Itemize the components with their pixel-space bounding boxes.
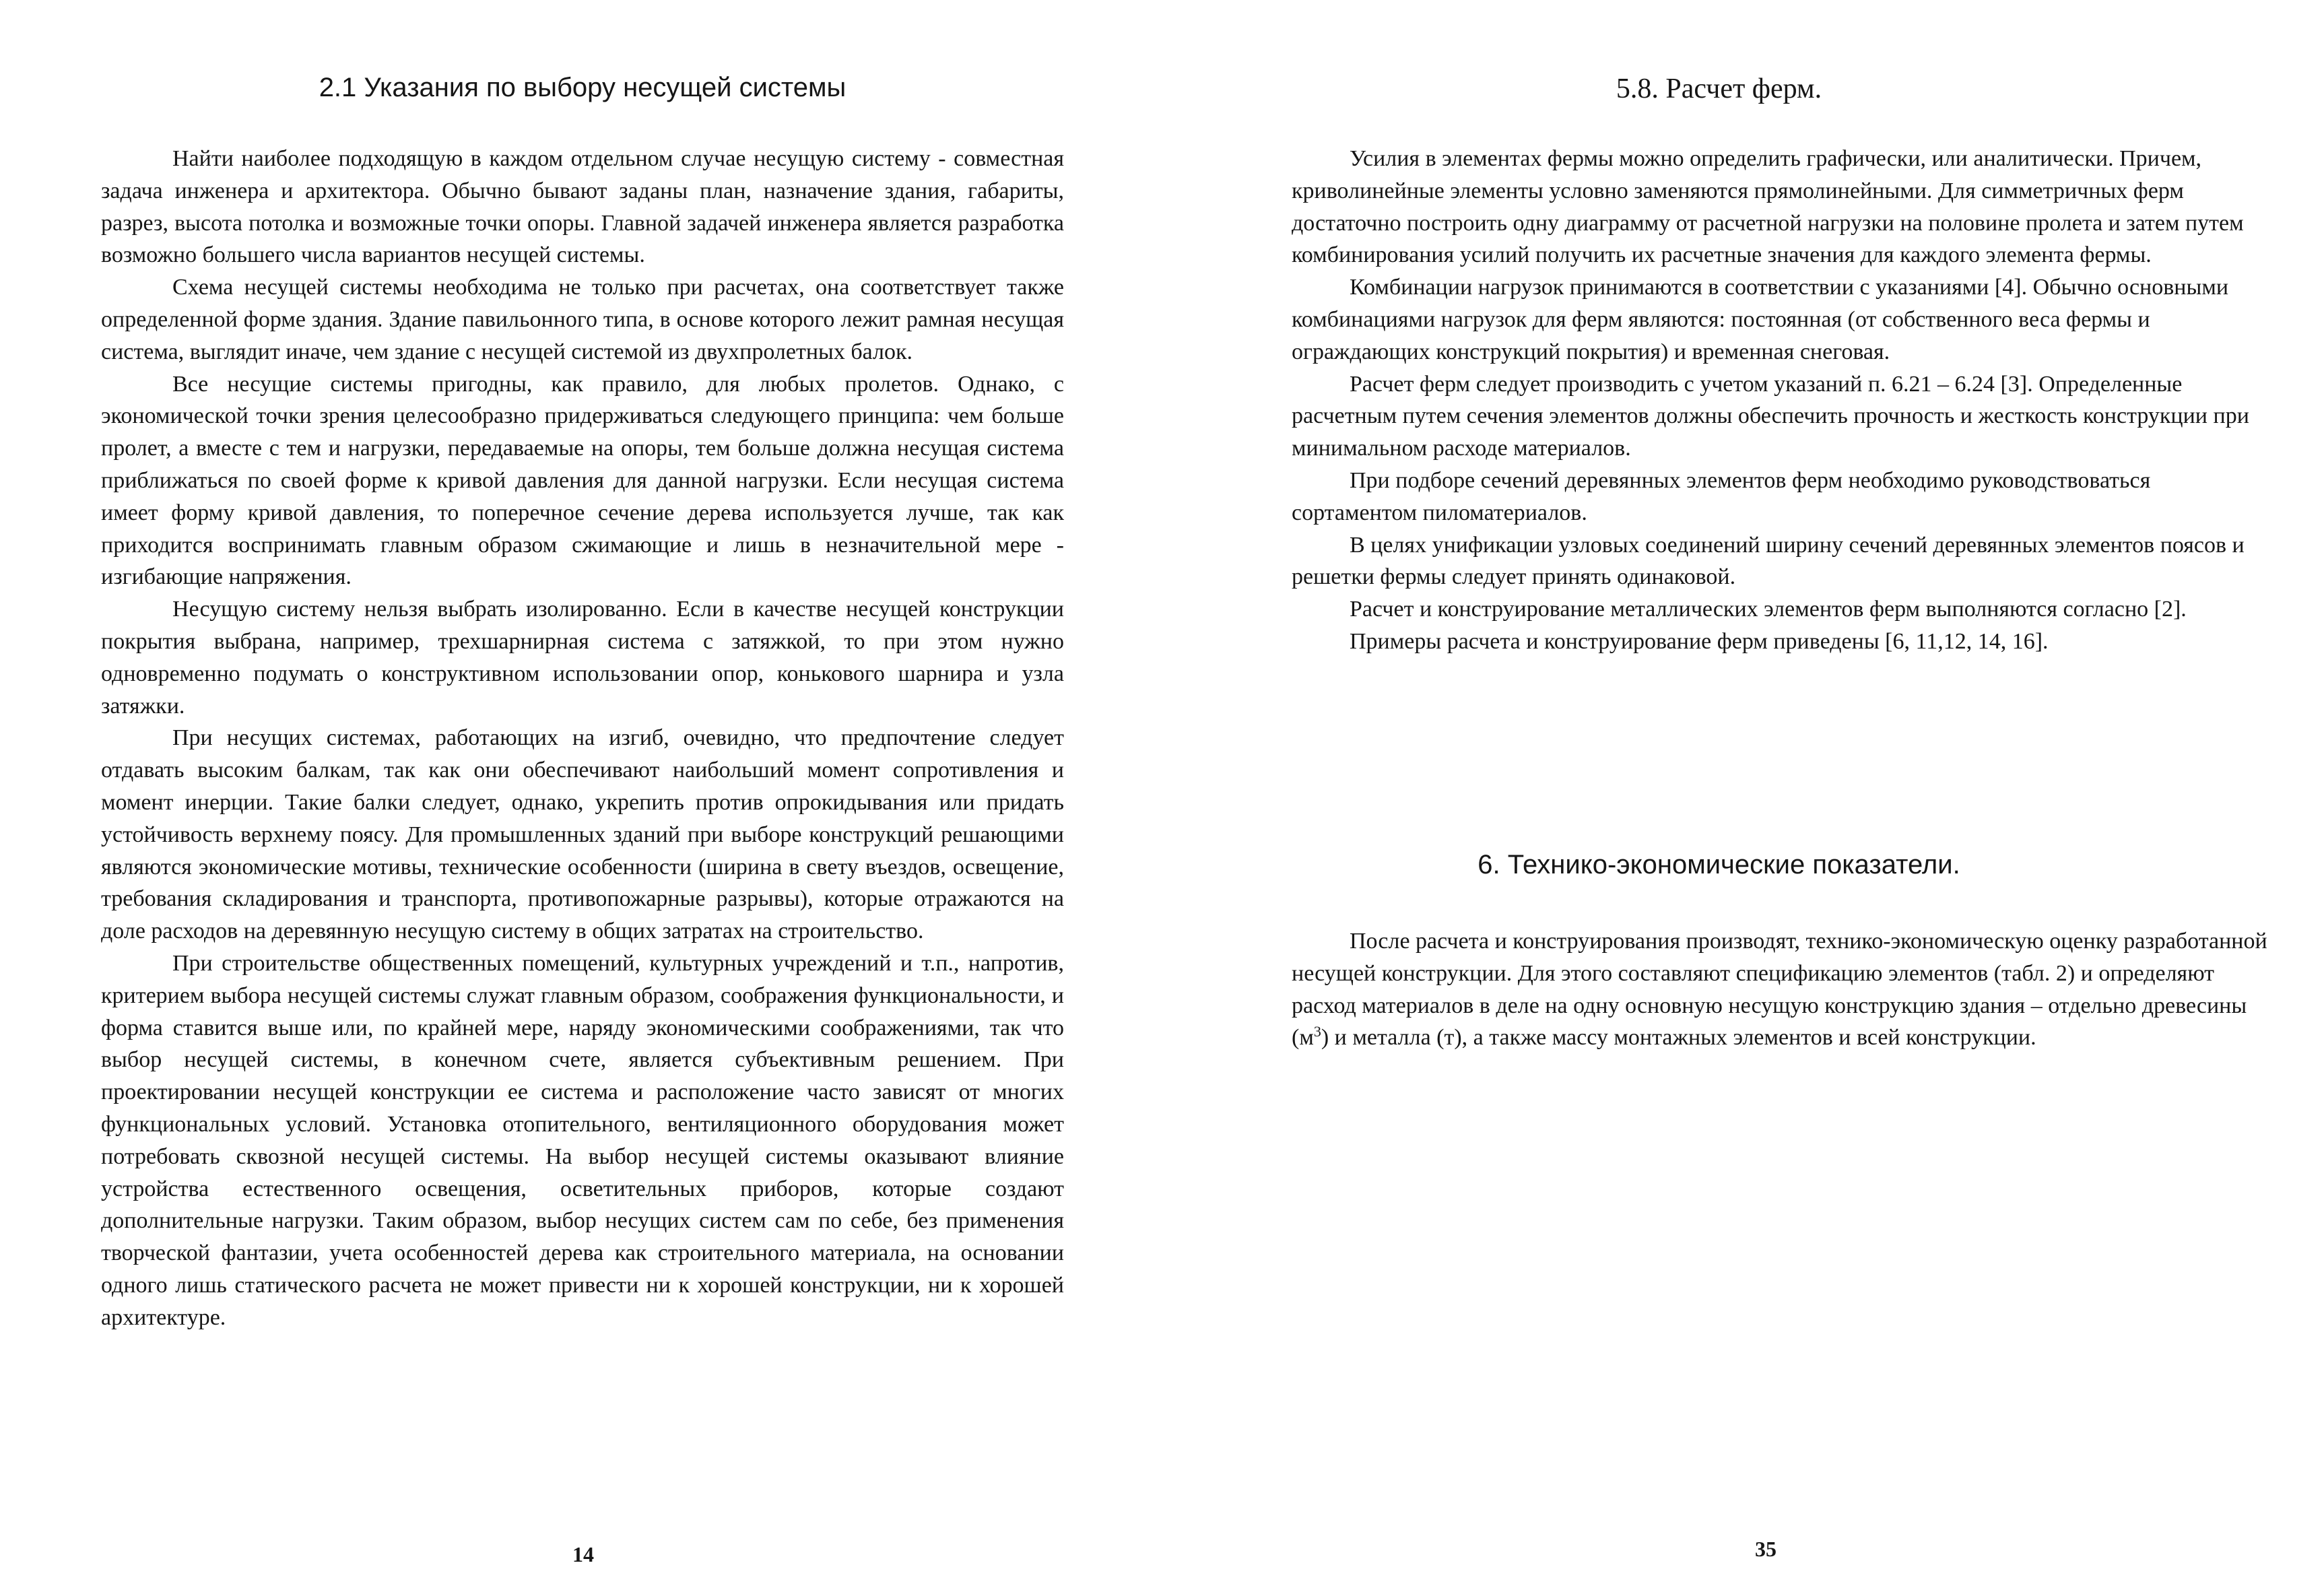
left-page-heading: 2.1 Указания по выбору несущей системы [319,73,846,102]
economics-section-body [1292,925,2268,1054]
body-paragraph: Примеры расчета и конструирование ферм приведены [6, 11,12, 14, 16]. [1350,628,2049,654]
body-paragraph: Найти наиболее подходящую в каждом отдельном случае несущую систему - совместная задача инженера и архитектора. Обычно бывают заданы план, назначение здания, габариты, разрез, высота потолка и возможные точки опоры. Главной задачей инженера является разработка возможно большего числа вариантов несущей системы. [101,146,1064,268]
body-paragraph: При подборе сечений деревянных элементов ферм необходимо руководствоваться сортаментом пиломатериалов. [1292,467,2151,525]
body-paragraph: Все несущие системы пригодны, как правило, для любых пролетов. Однако, с экономической точки зрения целесообразно придерживаться следующего принципа: чем больше пролет, а вместе с тем и нагрузки, передаваемые на опоры, тем больше должна несущая система приближаться по своей форме к кривой давления для данной нагрузки. Если несущая система имеет форму кривой давления, то поперечное сечение дерева используется лучше, так как приходится воспринимать главным образом сжимающие и лишь в незначительной мере - изгибающие напряжения. [101,371,1064,590]
truss-section-body [1292,143,2278,658]
body-paragraph: Схема несущей системы необходима не только при расчетах, она соответствует также определенной форме здания. Здание павильонного типа, в основе которого лежит рамная несущая система, выглядит иначе, чем здание с несущей системой из двухпролетных балок. [101,275,1064,364]
body-paragraph: Усилия в элементах фермы можно определить графически, или аналитически. Причем, криволинейные элементы условно заменяются прямолинейными. Для симметричных ферм достаточно построить одну диаграмму от расчетной нагрузки на половине пролета и затем путем комбинирования усилий получить их расчетные значения для каждого элемента фермы. [1292,146,2244,268]
superscript: 3 [1313,1023,1321,1040]
body-paragraph: Комбинации нагрузок принимаются в соответствии с указаниями [4]. Обычно основными комбинациями нагрузок для ферм являются: постоянная (от собственного веса фермы и ограждающих конструкций покрытия) и временная снеговая. [1292,275,2229,364]
body-paragraph: Расчет ферм следует производить с учетом указаний п. 6.21 – 6.24 [3]. Определенные расчетным путем сечения элементов должны обеспечить прочность и жесткость конструкции при минимальном расходе материалов. [1292,371,2249,461]
body-paragraph: Несущую систему нельзя выбрать изолированно. Если в качестве несущей конструкции покрытия выбрана, например, трехшарнирная система с затяжкой, то при этом нужно одновременно подумать о конструктивном использовании опор, конькового шарнира и узла затяжки. [101,597,1064,719]
body-paragraph [1292,925,2268,1054]
right-page-number: 35 [1755,1537,1777,1561]
paragraph-text: После расчета и конструирования производят, технико-экономическую оценку разработанной несущей конструкции. Для этого составляют спецификацию элементов (табл. 2) и определяют расход материалов в деле на одну основную несущую конструкцию здания – отдельно древесины (м [1292,929,2267,1051]
body-paragraph: При строительстве общественных помещений, культурных учреждений и т.п., напротив, критерием выбора несущей системы служат главным образом, соображения функциональности, и форма ставится выше или, по крайней мере, наряду экономическими соображениями, так что выбор несущей системы, в конечном счете, является субъективным решением. При проектировании несущей конструкции ее система и расположение часто зависят от многих функциональных условий. Установка отопительного, вентиляционного оборудования может потребовать сквозной несущей системы. На выбор несущей системы оказывают влияние устройства естественного освещения, осветительных приборов, которые создают дополнительные нагрузки. Таким образом, выбор несущих систем сам по себе, без применения творческой фантазии, учета особенностей дерева как строительного материала, на основании одного лишь статического расчета не может привести ни к хорошей конструкции, ни к хорошей архитектуре. [101,950,1064,1330]
truss-section-heading: 5.8. Расчет ферм. [1616,73,1822,104]
left-page-number: 14 [572,1542,594,1566]
left-page-body [101,143,1064,1333]
body-paragraph: Расчет и конструирование металлических элементов ферм выполняются согласно [2]. [1350,597,2187,622]
paragraph-text: ) и металла (т), а также массу монтажных элементов и всей конструкции. [1321,1025,2036,1051]
body-paragraph: В целях унификации узловых соединений ширину сечений деревянных элементов поясов и решетки фермы следует принять одинаковой. [1292,532,2245,590]
body-paragraph: При несущих системах, работающих на изгиб, очевидно, что предпочтение следует отдавать высоким балкам, так как они обеспечивают наибольший момент сопротивления и момент инерции. Такие балки следует, однако, укрепить против опрокидывания или придать устойчивость верхнему поясу. Для промышленных зданий при выборе конструкций решающими являются экономические мотивы, технические особенности (ширина в свету въездов, освещение, требования складирования и транспорта, противопожарные разрывы), которые отражаются на доле расходов на деревянную несущую систему в общих затратах на строительство. [101,725,1064,944]
economics-section-heading: 6. Технико-экономические показатели. [1478,850,1960,880]
